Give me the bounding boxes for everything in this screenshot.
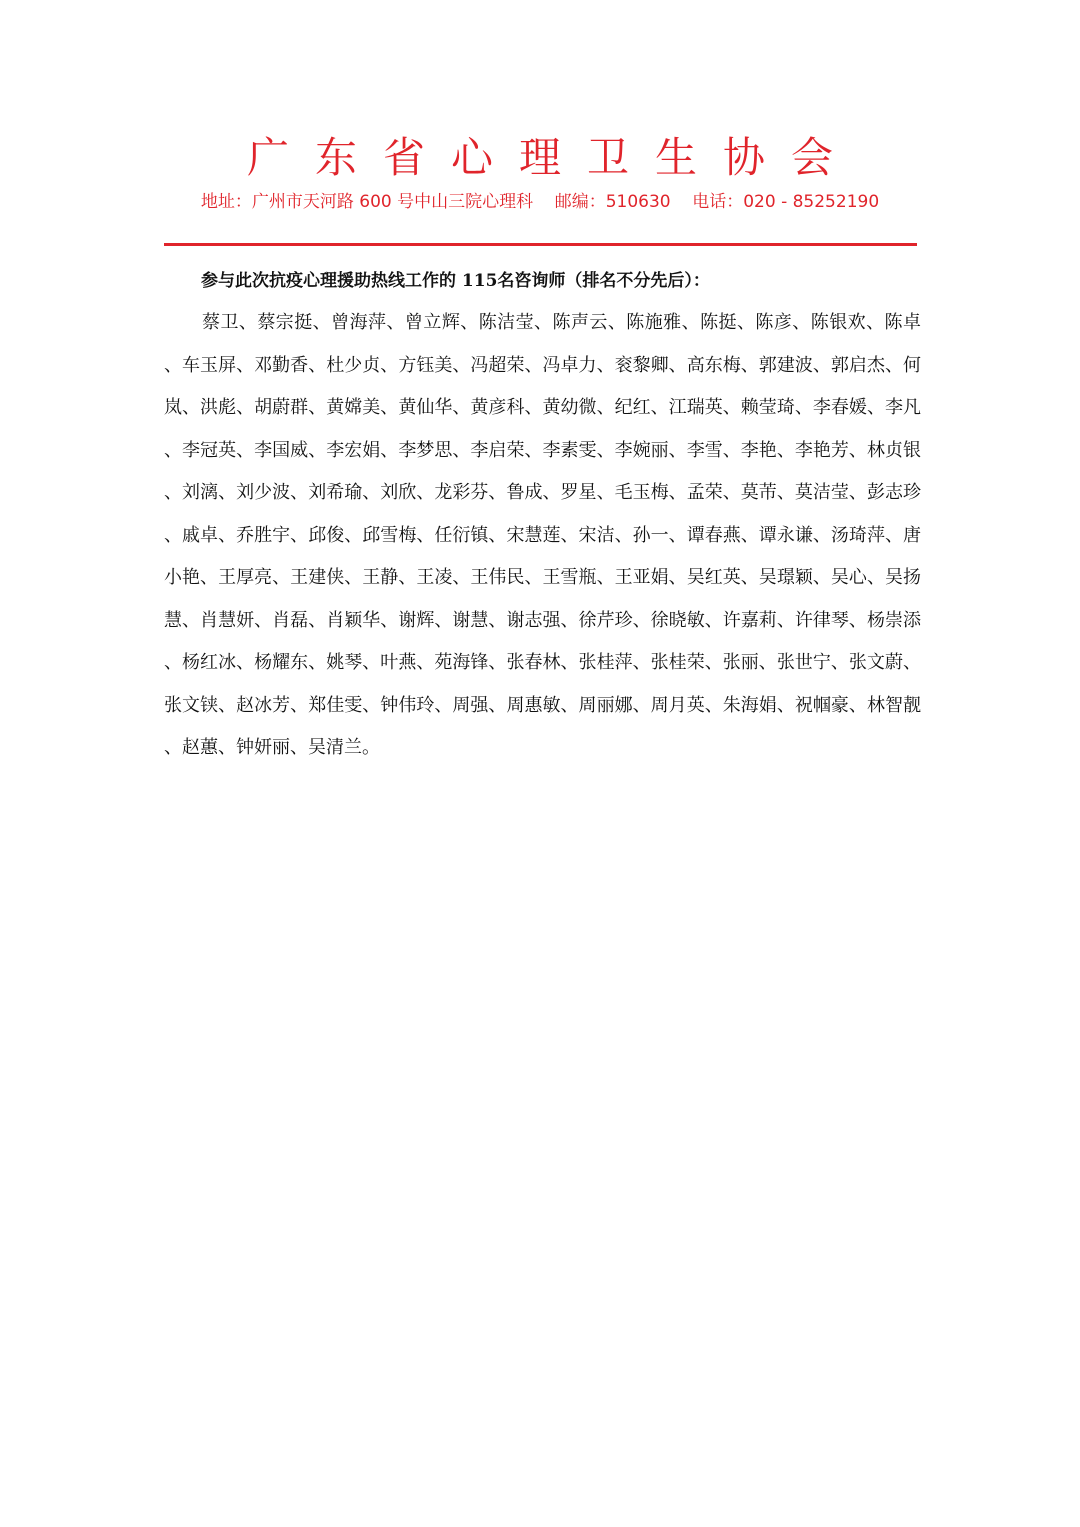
letterhead-title: 广东省心理卫生协会 (246, 133, 859, 182)
consultant-names-paragraph: 蔡卫、蔡宗挺、曾海萍、曾立辉、陈洁莹、陈声云、陈施雅、陈挺、陈彦、陈银欢、陈卓、车玉屏、邓勤香、杜少贞、方钰美、冯超荣、冯卓力、衮黎卿、高东梅、郭建波、郭启杰、何岚、洪彪、胡蔚群、黄嫦美、黄仙华、黄彦科、黄幼微、纪红、江瑞英、赖莹琦、李春媛、李凡、李冠英、李国威、李宏娟、李梦思、李启荣、李素雯、李婉丽、李雪、李艳、李艳芳、林贞银、刘漓、刘少波、刘希瑜、刘欣、龙彩芬、鲁成、罗星、毛玉梅、孟荣、莫芾、莫洁莹、彭志珍、戚卓、乔胜宇、邱俊、邱雪梅、任衍镇、宋慧莲、宋洁、孙一、谭春燕、谭永谦、汤琦萍、唐小艳、王厚亮、王建侠、王静、王凌、王伟民、王雪瓶、王亚娟、吴红英、吴璟颖、吴心、吴扬慧、肖慧妍、肖磊、肖颖华、谢辉、谢慧、谢志强、徐芹珍、徐晓敏、许嘉莉、许律琴、杨崇添、杨红冰、杨耀东、姚琴、叶燕、苑海锋、张春林、张桂萍、张桂荣、张丽、张世宁、张文蔚、张文铗、赵冰芳、郑佳雯、钟伟玲、周强、周惠敏、周丽娜、周月英、朱海娟、祝帼豪、林智靓、赵蕙、钟妍丽、吴清兰。 (164, 312, 921, 758)
letterhead-divider (164, 243, 917, 246)
letterhead-address: 地址：广州市天河路 600 号中山三院心理科 邮编：510630 电话：020 - 85252190 (200, 192, 880, 212)
intro-heading: 参与此次抗疫心理援助热线工作的 115名咨询师（排名不分先后）： (201, 271, 710, 291)
